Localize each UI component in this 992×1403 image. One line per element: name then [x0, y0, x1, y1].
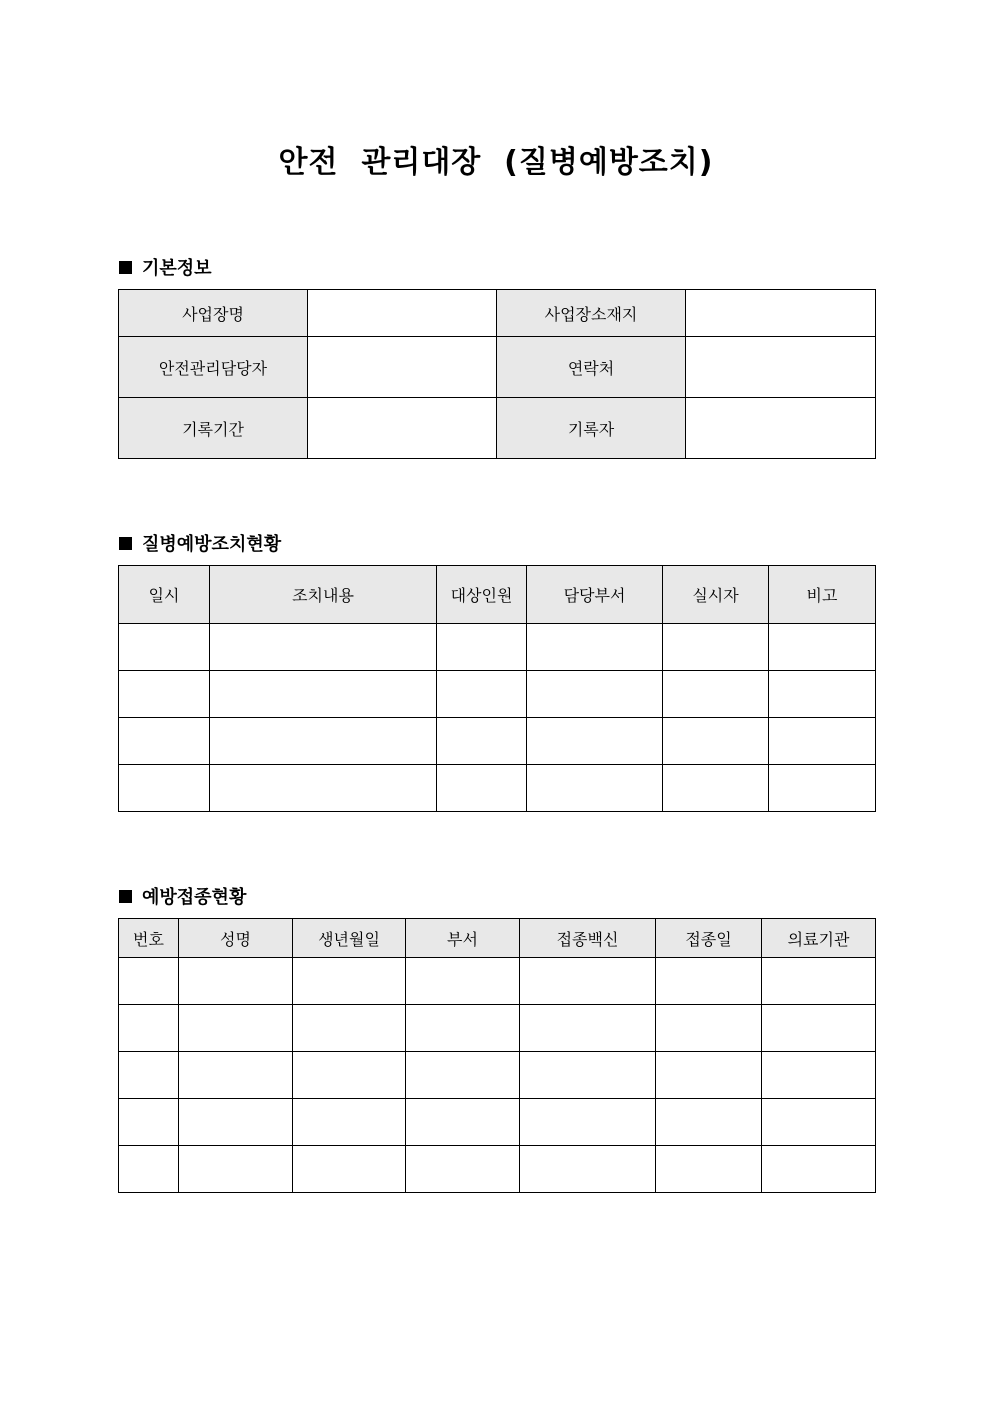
table-cell[interactable]	[769, 765, 876, 812]
column-header: 의료기관	[762, 919, 876, 958]
table-cell[interactable]	[119, 718, 210, 765]
table-cell[interactable]	[663, 718, 769, 765]
square-bullet-icon	[119, 890, 132, 903]
table-cell[interactable]	[210, 624, 437, 671]
table-row	[119, 671, 876, 718]
value-cell-record-period[interactable]	[308, 398, 497, 459]
table-cell[interactable]	[119, 1005, 179, 1052]
table-cell[interactable]	[437, 624, 527, 671]
section-heading-label: 예방접종현황	[142, 887, 247, 908]
table-cell[interactable]	[210, 765, 437, 812]
column-header: 실시자	[663, 566, 769, 624]
basic-info-table	[118, 289, 876, 459]
square-bullet-icon	[119, 537, 132, 550]
value-cell-contact[interactable]	[686, 337, 876, 398]
table-cell[interactable]	[663, 671, 769, 718]
table-cell[interactable]	[520, 1052, 656, 1099]
table-cell[interactable]	[406, 1146, 520, 1193]
table-cell[interactable]	[762, 958, 876, 1005]
column-header: 성명	[179, 919, 293, 958]
column-header: 접종일	[656, 919, 762, 958]
table-cell[interactable]	[769, 671, 876, 718]
table-cell[interactable]	[656, 1146, 762, 1193]
table-cell[interactable]	[527, 671, 663, 718]
table-cell[interactable]	[293, 1052, 406, 1099]
table-cell[interactable]	[293, 1099, 406, 1146]
table-cell[interactable]	[762, 1099, 876, 1146]
table-cell[interactable]	[762, 1052, 876, 1099]
table-cell[interactable]	[527, 765, 663, 812]
table-header-row	[119, 566, 876, 624]
label-cell: 안전관리담당자	[119, 337, 308, 398]
label-cell: 사업장명	[119, 290, 308, 337]
column-header: 조치내용	[210, 566, 437, 624]
table-cell[interactable]	[210, 671, 437, 718]
table-cell[interactable]	[179, 1005, 293, 1052]
column-header: 비고	[769, 566, 876, 624]
table-row	[119, 1146, 876, 1193]
section-heading-label: 기본정보	[142, 258, 212, 279]
table-row	[119, 624, 876, 671]
value-cell-business-name[interactable]	[308, 290, 497, 337]
table-cell[interactable]	[406, 1099, 520, 1146]
table-cell[interactable]	[663, 765, 769, 812]
section-heading-basic	[119, 254, 212, 280]
table-cell[interactable]	[293, 1146, 406, 1193]
table-cell[interactable]	[437, 671, 527, 718]
prevention-table	[118, 565, 876, 812]
section-heading-label: 질병예방조치현황	[142, 534, 282, 555]
vaccination-table	[118, 918, 876, 1193]
value-cell-recorder[interactable]	[686, 398, 876, 459]
label-cell: 사업장소재지	[497, 290, 686, 337]
label-cell: 연락처	[497, 337, 686, 398]
table-cell[interactable]	[520, 958, 656, 1005]
column-header: 담당부서	[527, 566, 663, 624]
table-cell[interactable]	[119, 624, 210, 671]
table-cell[interactable]	[406, 1005, 520, 1052]
table-row	[119, 1052, 876, 1099]
table-row	[119, 398, 876, 459]
value-cell-safety-manager[interactable]	[308, 337, 497, 398]
column-header: 접종백신	[520, 919, 656, 958]
column-header: 대상인원	[437, 566, 527, 624]
table-cell[interactable]	[179, 1052, 293, 1099]
table-cell[interactable]	[293, 1005, 406, 1052]
table-cell[interactable]	[762, 1005, 876, 1052]
table-row	[119, 1099, 876, 1146]
table-cell[interactable]	[293, 958, 406, 1005]
table-cell[interactable]	[119, 958, 179, 1005]
table-row	[119, 718, 876, 765]
page-title: 안전 관리대장 (질병예방조치)	[278, 145, 714, 180]
value-cell-business-address[interactable]	[686, 290, 876, 337]
table-cell[interactable]	[663, 624, 769, 671]
table-cell[interactable]	[520, 1099, 656, 1146]
table-row	[119, 1005, 876, 1052]
square-bullet-icon	[119, 261, 132, 274]
table-cell[interactable]	[520, 1005, 656, 1052]
table-cell[interactable]	[656, 958, 762, 1005]
table-cell[interactable]	[437, 718, 527, 765]
table-header-row	[119, 919, 876, 958]
section-heading-vaccination	[119, 883, 246, 909]
section-heading-prevention	[119, 530, 281, 556]
table-cell[interactable]	[119, 1052, 179, 1099]
table-cell[interactable]	[437, 765, 527, 812]
table-cell[interactable]	[656, 1005, 762, 1052]
column-header: 일시	[119, 566, 210, 624]
table-cell[interactable]	[656, 1052, 762, 1099]
table-cell[interactable]	[769, 718, 876, 765]
table-cell[interactable]	[119, 671, 210, 718]
table-row	[119, 958, 876, 1005]
table-row	[119, 765, 876, 812]
table-cell[interactable]	[406, 1052, 520, 1099]
table-cell[interactable]	[656, 1099, 762, 1146]
label-cell: 기록기간	[119, 398, 308, 459]
table-cell[interactable]	[179, 1146, 293, 1193]
table-row	[119, 290, 876, 337]
column-header: 부서	[406, 919, 520, 958]
table-cell[interactable]	[119, 1146, 179, 1193]
table-cell[interactable]	[527, 718, 663, 765]
table-cell[interactable]	[179, 1099, 293, 1146]
table-cell[interactable]	[406, 958, 520, 1005]
label-cell: 기록자	[497, 398, 686, 459]
table-cell[interactable]	[762, 1146, 876, 1193]
table-cell[interactable]	[210, 718, 437, 765]
column-header: 생년월일	[293, 919, 406, 958]
column-header: 번호	[119, 919, 179, 958]
table-row	[119, 337, 876, 398]
table-cell[interactable]	[527, 624, 663, 671]
table-cell[interactable]	[520, 1146, 656, 1193]
table-cell[interactable]	[179, 958, 293, 1005]
table-cell[interactable]	[119, 765, 210, 812]
table-cell[interactable]	[769, 624, 876, 671]
table-cell[interactable]	[119, 1099, 179, 1146]
